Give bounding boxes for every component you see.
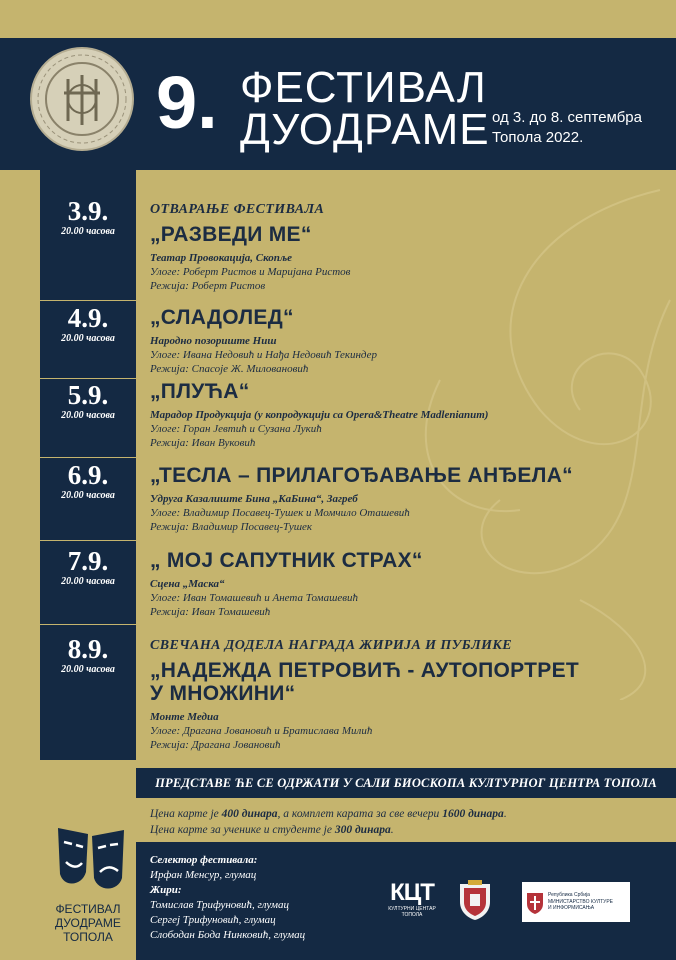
event-date: 7.9. — [67, 546, 109, 576]
event-title: „НАДЕЖДА ПЕТРОВИЋ - АУТОПОРТРЕТ — [150, 659, 580, 682]
event-director: Режија: Драгана Јовановић — [150, 739, 281, 751]
festival-logo-line: ФЕСТИВАЛ — [55, 902, 121, 916]
price-text: , а комплет карата за све вечери — [277, 808, 443, 820]
event-title: „СЛАДОЛЕД“ — [150, 306, 294, 329]
venue-banner: ПРЕДСТАВЕ ЋЕ СЕ ОДРЖАТИ У САЛИ БИОСКОПА КУЛТУРНОГ ЦЕНТРА ТОПОЛА — [136, 768, 676, 798]
festival-logo-line: ДУОДРАМЕ — [55, 916, 121, 930]
event-company: Театар Провокација, Скопље — [150, 252, 293, 264]
date-divider — [40, 624, 136, 625]
ministry-logo — [522, 882, 630, 922]
event-item — [150, 549, 650, 619]
event-title-line2: У МНОЖИНИ“ — [150, 682, 296, 705]
price-text: Цена карте је — [150, 808, 222, 820]
jury-label: Жири: — [150, 884, 182, 896]
event-cast: Улоге: Владимир Посавец-Тушек и Момчило Оташевић — [150, 507, 410, 519]
event-item — [150, 201, 650, 293]
event-item — [150, 637, 650, 752]
event-date-block — [40, 303, 136, 345]
event-cast: Улоге: Ивана Недовић и Нађа Недовић Текиндер — [150, 349, 378, 361]
festival-logo-text — [40, 902, 136, 944]
coin-emblem-icon — [28, 45, 136, 153]
selector-name: Ирфан Менсур, глумац — [150, 869, 257, 881]
event-date: 5.9. — [67, 380, 109, 410]
event-time: 20.00 часова — [61, 576, 115, 587]
event-date: 6.9. — [67, 460, 109, 490]
event-cast: Улоге: Драгана Јовановић и Братислава Милић — [150, 725, 373, 737]
price-line-2 — [150, 822, 670, 838]
event-date-block — [40, 546, 136, 588]
jury-member: Томислав Трифуновић, глумац — [150, 899, 289, 911]
event-date-block — [40, 196, 136, 238]
date-divider — [40, 300, 136, 301]
kct-logo-text: КЦТ — [390, 879, 434, 906]
event-company: Марадор Продукција (у копродукцији са Opera&Theatre Madlenianum) — [150, 409, 489, 421]
event-time: 20.00 часова — [61, 333, 115, 344]
date-divider — [40, 378, 136, 379]
event-date: 4.9. — [67, 303, 109, 333]
event-time: 20.00 часова — [61, 664, 115, 675]
price-value: 1600 динара — [442, 808, 504, 820]
event-title: „РАЗВЕДИ МЕ“ — [150, 223, 312, 246]
jury-member: Слободан Бода Нинковић, глумац — [150, 929, 306, 941]
event-date-block — [40, 380, 136, 422]
ministry-line: Република Србија — [548, 892, 590, 899]
ministry-line: МИНИСТАРСТВО КУЛТУРЕ — [548, 898, 614, 905]
event-time: 20.00 часова — [61, 226, 115, 237]
event-title: „ МОЈ САПУТНИК СТРАХ“ — [150, 549, 423, 572]
event-pre-title: ОТВАРАЊЕ ФЕСТИВАЛА — [150, 202, 325, 217]
event-time: 20.00 часова — [61, 490, 115, 501]
kct-logo-sub: КУЛТУРНИ ЦЕНТАР — [388, 906, 436, 912]
event-cast: Улоге: Роберт Ристов и Маријана Ристов — [150, 266, 351, 278]
event-title: „ПЛУЋА“ — [150, 380, 250, 403]
event-date-block — [40, 460, 136, 502]
festival-logo-line: ТОПОЛА — [63, 930, 113, 944]
event-date: 8.9. — [67, 634, 109, 664]
price-text: . — [390, 824, 394, 836]
event-date-block — [40, 634, 136, 676]
event-pre-title: СВЕЧАНА ДОДЕЛА НАГРАДА ЖИРИЈА И ПУБЛИКЕ — [150, 638, 513, 653]
price-value: 400 динара — [221, 808, 278, 820]
event-item — [150, 306, 650, 376]
price-line-1 — [150, 806, 670, 822]
festival-title-line1: ФЕСТИВАЛ — [240, 63, 487, 112]
price-value: 300 динара — [334, 824, 391, 836]
event-director: Режија: Роберт Ристов — [150, 280, 266, 292]
event-cast: Улоге: Иван Томашевић и Анета Томашевић — [150, 592, 359, 604]
ministry-line: И ИНФОРМИСАЊА — [548, 905, 595, 912]
theatre-masks-icon — [52, 820, 130, 902]
event-item — [150, 464, 650, 534]
event-title: „ТЕСЛА – ПРИЛАГОЂАВАЊЕ АНЂЕЛА“ — [150, 464, 573, 487]
municipality-crest-icon — [458, 880, 492, 920]
event-date: 3.9. — [67, 196, 109, 226]
price-text: . — [503, 808, 507, 820]
event-director: Режија: Спасоје Ж. Миловановић — [150, 363, 309, 375]
serbia-coat-of-arms-icon — [526, 890, 544, 914]
event-company: Сцена „Маска“ — [150, 578, 225, 590]
date-divider — [40, 540, 136, 541]
event-director: Режија: Иван Вуковић — [150, 437, 256, 449]
price-text: Цена карте за ученике и студенте је — [150, 824, 335, 836]
festival-dates: од 3. до 8. септембра — [492, 109, 642, 126]
event-director: Режија: Иван Томашевић — [150, 606, 271, 618]
kct-logo-sub: ТОПОЛА — [401, 912, 423, 918]
festival-place: Топола 2022. — [492, 129, 584, 146]
event-company: Удруга Казалиште Бина „КаБина“, Загреб — [150, 493, 358, 505]
event-time: 20.00 часова — [61, 410, 115, 421]
festival-title-line2: ДУОДРАМЕ — [240, 105, 490, 154]
date-divider — [40, 457, 136, 458]
kct-logo — [382, 880, 442, 930]
event-company: Народно позориште Ниш — [150, 335, 277, 347]
selector-label: Селектор фестивала: — [150, 854, 258, 866]
ticket-price-info — [150, 806, 670, 838]
event-company: Монте Медиа — [150, 711, 219, 723]
event-cast: Улоге: Горан Јевтић и Сузана Лукић — [150, 423, 322, 435]
festival-number: 9. — [156, 61, 218, 144]
ministry-text — [548, 892, 613, 912]
event-director: Режија: Владимир Посавец-Тушек — [150, 521, 313, 533]
jury-member: Сергеј Трифуновић, глумац — [150, 914, 276, 926]
event-item — [150, 380, 650, 450]
